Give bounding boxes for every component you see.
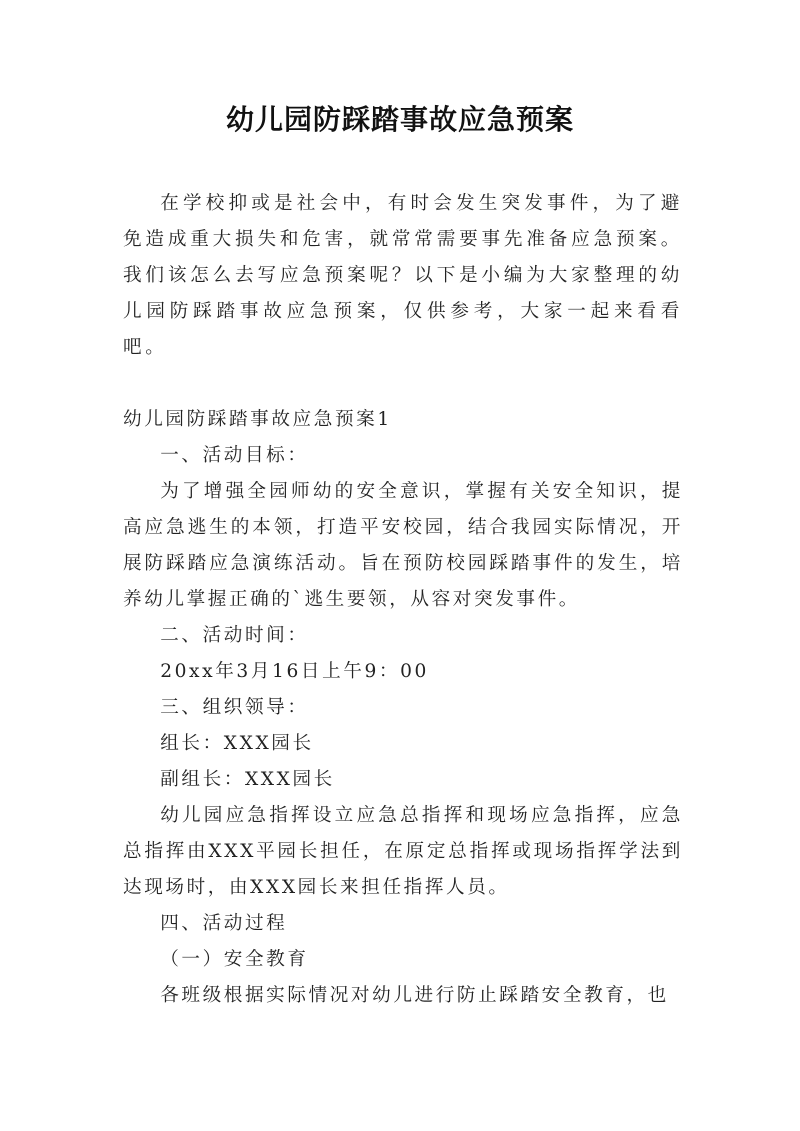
paragraph-process-heading: 四、活动过程: [160, 913, 288, 934]
paragraph-leadership-heading: 三、组织领导：: [160, 697, 309, 718]
paragraph-goal-heading: 一、活动目标：: [160, 445, 309, 466]
paragraph-command-text: 幼儿园应急指挥设立应急总指挥和现场应急指挥，应急总指挥由XXX平园长担任，在原定总指挥或现场指挥学法到达现场时，由XXX园长来担任指挥人员。: [123, 805, 683, 898]
paragraph-deputy-leader: 副组长：XXX园长: [160, 769, 335, 790]
paragraph-time-text: 20xx年3月16日上午9：00: [160, 661, 429, 682]
paragraph-time-heading: 二、活动时间：: [160, 625, 309, 646]
section-heading: 幼儿园防踩踏事故应急预案1: [123, 409, 392, 430]
document-body: [123, 186, 683, 1014]
intro-paragraph: 在学校抑或是社会中，有时会发生突发事件，为了避免造成重大损失和危害，就常常需要事先准备应急预案。我们该怎么去写应急预案呢？以下是小编为大家整理的幼儿园防踩踏事故应急预案，仅供参考，大家一起来看看吧。: [123, 193, 683, 358]
paragraph-safety-education-heading: （一）安全教育: [160, 949, 309, 970]
paragraph-team-leader: 组长：XXX园长: [160, 733, 314, 754]
paragraph-spacer: [123, 366, 683, 402]
paragraph-safety-education-text: 各班级根据实际情况对幼儿进行防止踩踏安全教育，也: [160, 985, 669, 1006]
document-title: 幼儿园防踩踏事故应急预案: [225, 103, 574, 136]
paragraph-goal-text: 为了增强全园师幼的安全意识，掌握有关安全知识，提高应急逃生的本领，打造平安校园，结合我园实际情况，开展防踩踏应急演练活动。旨在预防校园踩踏事件的发生，培养幼儿掌握正确的`逃生要领，从容对突发事件。: [123, 481, 683, 610]
